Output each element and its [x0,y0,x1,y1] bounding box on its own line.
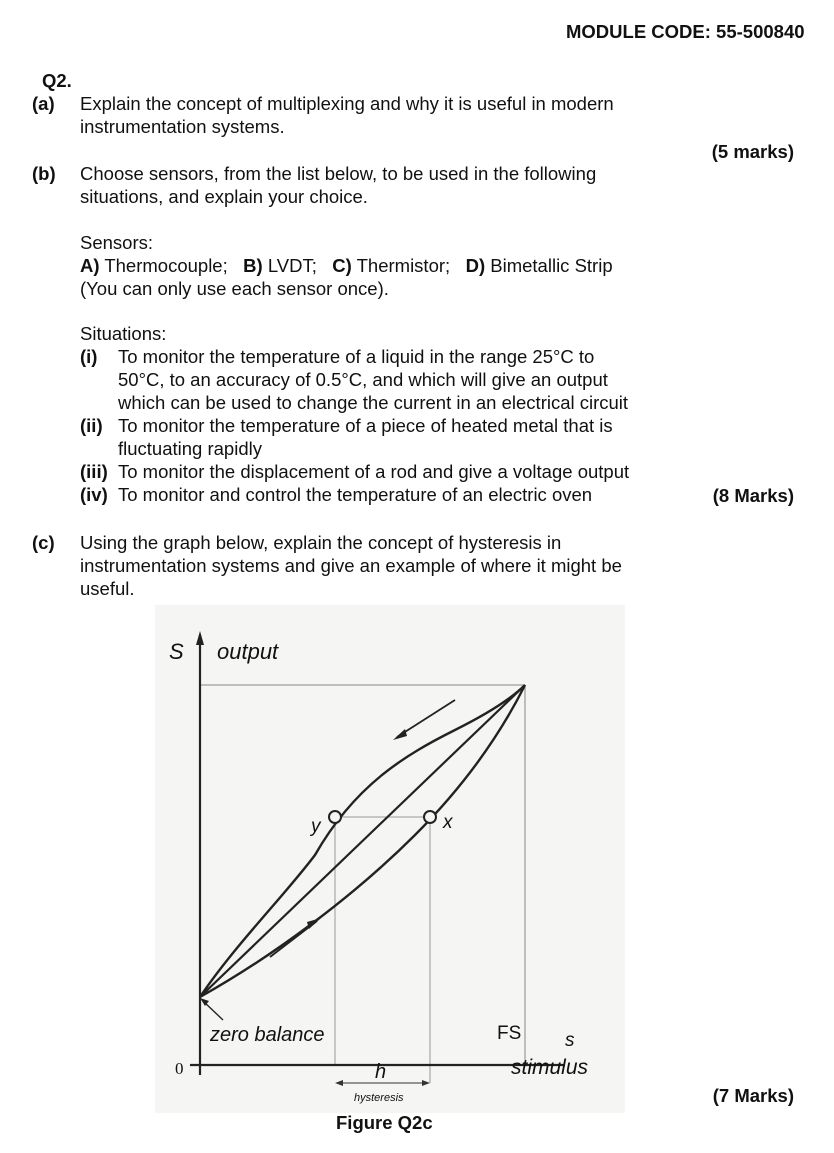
up-arrow-head [307,918,321,929]
figure-caption: Figure Q2c [336,1112,433,1133]
stimulus-label: stimulus [511,1056,589,1079]
output-label: output [217,639,279,664]
sensor-key-a: A) [80,255,100,276]
y-axis-arrowhead [196,631,204,645]
sensor-name-c: Thermistor; [356,255,451,276]
origin-label: 0 [175,1059,184,1078]
down-arrow-head [393,729,407,740]
h-label: h [375,1061,387,1083]
situation-key-iv: (iv) [80,484,108,505]
situation-iii-line-1: To monitor the displacement of a rod and give a voltage output [118,461,630,482]
situation-key-i: (i) [80,346,98,367]
part-b-line-1: Choose sensors, from the list below, to be used in the following [80,163,597,184]
point-y-marker [329,811,341,823]
down-arrow-shaft [397,700,455,737]
part-b-marks: (8 Marks) [712,485,794,506]
x-label: x [443,812,453,833]
part-a-line-2: instrumentation systems. [80,116,285,137]
sensor-name-d: Bimetallic Strip [490,255,613,276]
situation-i-line-3: which can be used to change the current in an electrical circuit [118,392,629,413]
part-c-line-1: Using the graph below, explain the concept of hysteresis in [80,532,562,553]
situation-iv-line-1: To monitor and control the temperature of an electric oven [118,484,593,505]
sensor-key-b: B) [243,255,263,276]
hysteresis-label: hysteresis [354,1092,404,1104]
module-code: MODULE CODE: 55-500840 [566,21,805,42]
part-a-marks: (5 marks) [711,141,794,162]
linear-curve [200,685,525,997]
question-number: Q2. [42,70,72,91]
part-b-line-2: situations, and explain your choice. [80,186,368,207]
sensor-key-d: D) [465,255,486,276]
sensor-key-c: C) [332,255,352,276]
hysteresis-arrow-right [422,1080,430,1086]
part-c-marks: (7 Marks) [712,1085,794,1106]
situation-key-ii: (ii) [80,415,103,436]
hysteresis-figure [155,605,625,1113]
part-c-line-3: useful. [80,578,135,599]
s-axis-label: S [169,639,184,664]
fs-label: FS [497,1023,522,1044]
situation-key-iii: (iii) [80,461,108,482]
point-x-marker [424,811,436,823]
s-small-label: s [565,1030,575,1051]
situation-ii-line-1: To monitor the temperature of a piece of heated metal that is [118,415,613,436]
sensors-list [80,254,613,277]
part-c-label: (c) [32,532,55,553]
sensor-name-a: Thermocouple; [104,255,228,276]
part-a-label: (a) [32,93,55,114]
situation-ii-line-2: fluctuating rapidly [118,438,262,459]
sensors-note: (You can only use each sensor once). [80,278,389,299]
sensors-heading: Sensors: [80,232,154,253]
situations-heading: Situations: [80,323,167,344]
situation-i-line-1: To monitor the temperature of a liquid in the range 25°C to [118,346,595,367]
part-a-line-1: Explain the concept of multiplexing and why it is useful in modern [80,93,614,114]
y-label: y [311,816,321,837]
hysteresis-arrow-left [335,1080,343,1086]
situation-i-line-2: 50°C, to an accuracy of 0.5°C, and which will give an output [118,369,608,390]
zero-balance-label: zero balance [210,1024,325,1046]
sensor-name-b: LVDT; [267,255,317,276]
part-c-line-2: instrumentation systems and give an example of where it might be [80,555,622,576]
part-b-label: (b) [32,163,56,184]
